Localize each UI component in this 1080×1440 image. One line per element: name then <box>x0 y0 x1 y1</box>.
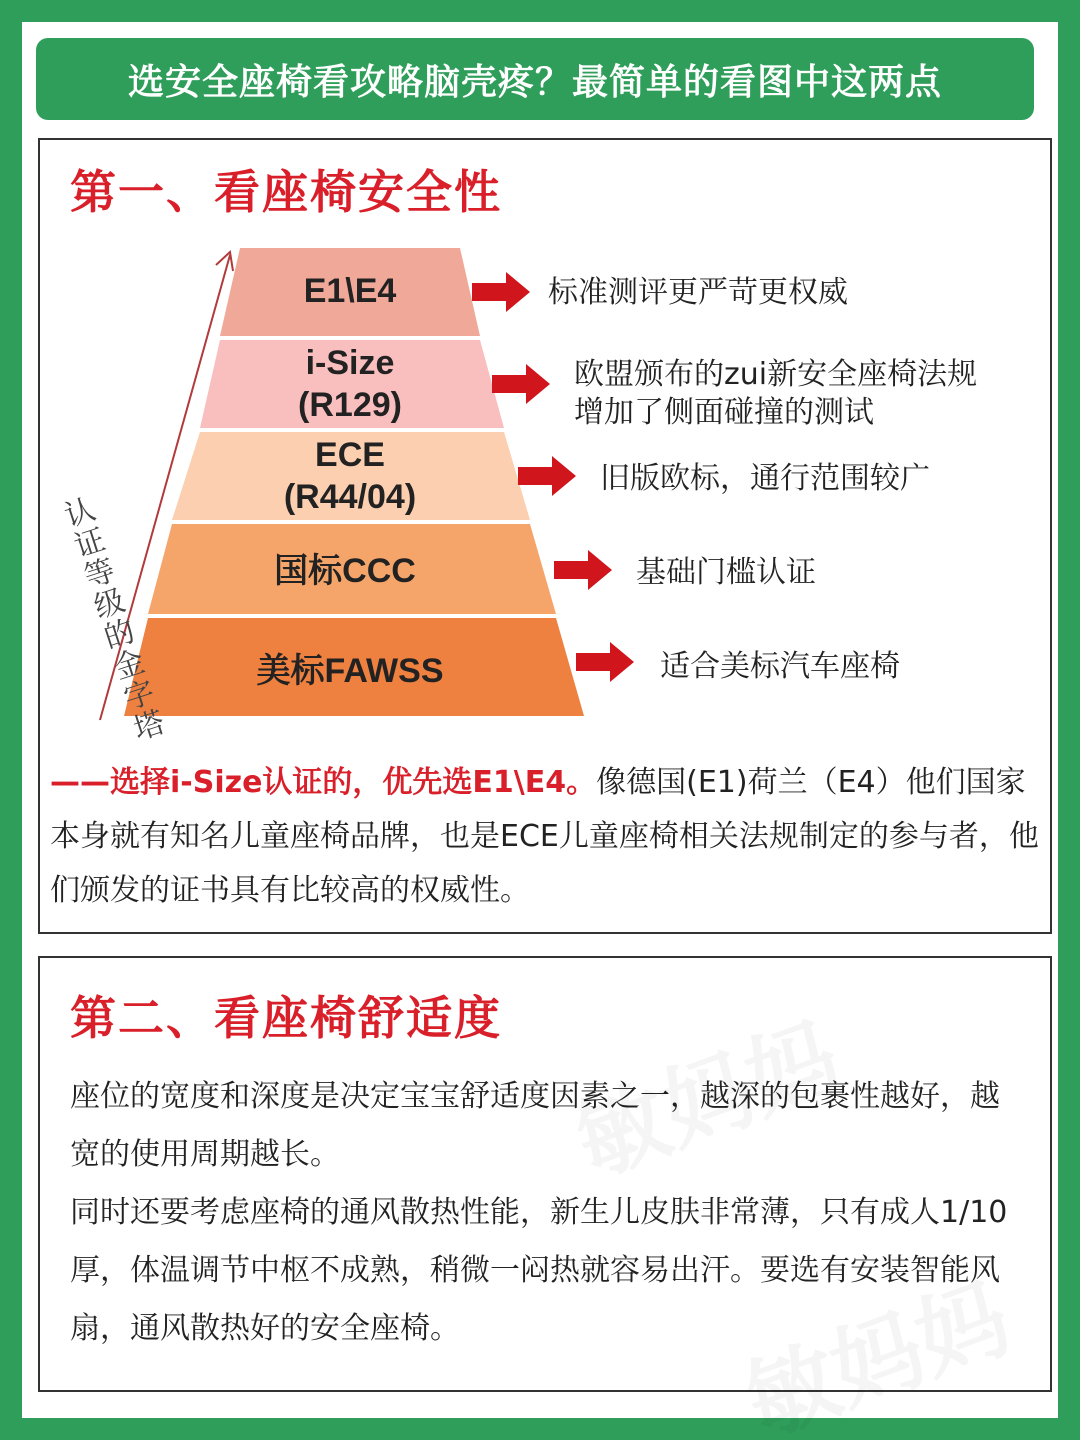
section-comfort <box>38 956 1052 1392</box>
comfort-paragraph-2: 同时还要考虑座椅的通风散热性能，新生儿皮肤非常薄，只有成人1/10厚，体温调节中枢不成熟，稍微一闷热就容易出汗。要选有安装智能风扇，通风散热好的安全座椅。 <box>70 1195 1008 1346</box>
pyramid-axis-arrowhead <box>216 252 233 271</box>
comfort-paragraph-1: 座位的宽度和深度是决定宝宝舒适度因素之一，越深的包裹性越好，越宽的使用周期越长。 <box>70 1079 1000 1172</box>
section-safety <box>38 138 1052 934</box>
tier-desc-line: 适合美标汽车座椅 <box>660 649 900 684</box>
pyramid-axis-label: 认证等级的金字塔 <box>54 492 168 748</box>
tier-desc-line: 增加了侧面碰撞的测试 <box>574 395 874 430</box>
tier-desc-e1e4 <box>548 274 848 312</box>
tier-label-line: 国标CCC <box>274 552 416 590</box>
tier-label-isize <box>230 342 470 426</box>
page <box>22 22 1058 1418</box>
safety-paragraph-highlight: ——选择i-Size认证的，优先选E1\E4。 <box>50 765 597 800</box>
safety-paragraph <box>50 756 1050 918</box>
page-title: 选安全座椅看攻略脑壳疼？最简单的看图中这两点 <box>36 38 1034 120</box>
tier-desc-ccc <box>636 554 816 592</box>
tier-label-ece <box>210 434 490 518</box>
tier-desc-line: 标准测评更严苛更权威 <box>548 275 848 310</box>
tier-label-fawss <box>200 650 500 692</box>
tier-desc-line: 欧盟颁布的zui新安全座椅法规 <box>574 357 978 392</box>
tier-desc-ece <box>600 460 930 498</box>
arrow-right-icon <box>492 364 550 404</box>
section-title-comfort: 第二、看座椅舒适度 <box>70 991 502 1045</box>
tier-desc-line: 基础门槛认证 <box>636 555 816 590</box>
safety-paragraph-text: 像德国(E1)荷兰（E4）他们国家本身就有知名儿童座椅品牌，也是ECE儿童座椅相关法规制定的参与者，他们颁发的证书具有比较高的权威性。 <box>50 765 1039 908</box>
arrow-right-icon <box>518 456 576 496</box>
arrow-right-icon <box>554 550 612 590</box>
tier-label-line: ECE <box>315 436 385 474</box>
tier-label-line: E1\E4 <box>303 272 397 310</box>
tier-desc-line: 旧版欧标，通行范围较广 <box>600 461 930 496</box>
tier-label-e1e4 <box>240 270 460 312</box>
tier-label-ccc <box>210 550 480 592</box>
tier-label-line: 美标FAWSS <box>256 652 444 690</box>
section-title-safety: 第一、看座椅安全性 <box>70 165 502 219</box>
tier-label-line: (R44/04) <box>283 478 417 516</box>
tier-label-line: (R129) <box>298 386 402 424</box>
arrow-right-icon <box>576 642 634 682</box>
tier-desc-fawss <box>660 648 900 686</box>
tier-desc-isize <box>574 356 977 432</box>
tier-label-line: i-Size <box>305 344 395 382</box>
arrow-right-icon <box>472 272 530 312</box>
